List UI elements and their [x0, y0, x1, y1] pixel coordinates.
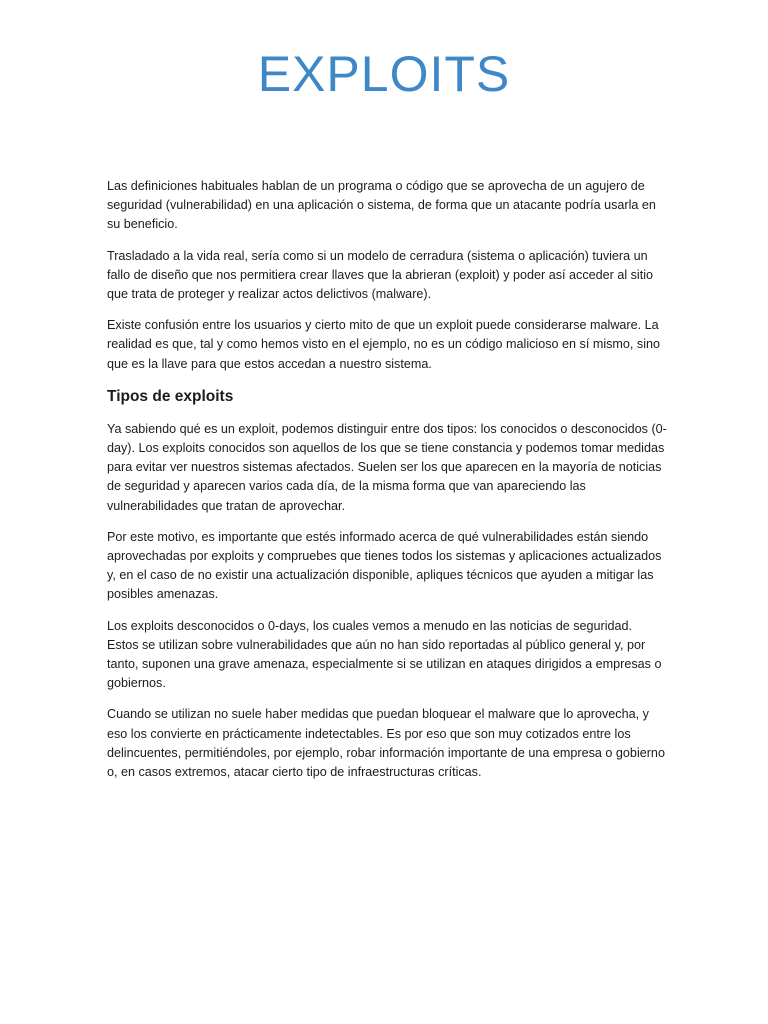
intro-paragraph-2: Trasladado a la vida real, sería como si un modelo de cerradura (sistema o aplicación) tuviera un fallo de diseño que nos permitiera crear llaves que la abrieran (exploit) y poder así acceder al sitio que trata de proteger y realizar actos delictivos (malware).: [107, 248, 654, 302]
document-title: EXPLOITS: [257, 46, 511, 102]
intro-paragraph-3: Existe confusión entre los usuarios y cierto mito de que un exploit puede considerarse malware. La realidad es que, tal y como hemos visto en el ejemplo, no es un código malicioso en sí mismo, sino que es la llave para que estos accedan a nuestro sistema.: [107, 318, 661, 371]
section-paragraph-4: Cuando se utilizan no suele haber medidas que puedan bloquear el malware que lo aprovecha, y eso los convierte en prácticamente indetectables. Es por eso que son muy cotizados entre los delincuentes, permitiéndoles, por ejemplo, robar información importante de una empresa o gobierno o, en casos extremos, atacar cierto tipo de infraestructuras críticas.: [107, 707, 665, 780]
section-paragraph-1: Ya sabiendo qué es un exploit, podemos distinguir entre dos tipos: los conocidos o desconocidos (0-day). Los exploits conocidos son aquellos de los que se tiene constancia y podemos tomar medidas para evitar ver nuestros sistemas afectados. Suelen ser los que aparecen en la mayoría de noticias de seguridad y aparecen varios cada día, de la misma forma que van apareciendo las vulnerabilidades que tratan de aprovechar.: [107, 421, 667, 513]
section-paragraph-3: Los exploits desconocidos o 0-days, los cuales vemos a menudo en las noticias de seguridad. Estos se utilizan sobre vulnerabilidades que aún no han sido reportadas al público general y, por tanto, suponen una grave amenaza, especialmente si se utilizan en ataques dirigidos a empresas o gobiernos.: [107, 618, 662, 691]
intro-paragraph-1: Las definiciones habituales hablan de un programa o código que se aprovecha de un agujero de seguridad (vulnerabilidad) en una aplicación o sistema, de forma que un atacante podría usarla en su beneficio.: [107, 179, 656, 232]
section-paragraph-2: Por este motivo, es importante que estés informado acerca de qué vulnerabilidades están siendo aprovechadas por exploits y compruebes que tienes todos los sistemas y aplicaciones actualizados y, en el caso de no existir una actualización disponible, apliques técnicos que ayuden a mitigar las posibles amenazas.: [107, 529, 662, 602]
section-heading: Tipos de exploits: [107, 387, 234, 405]
document-body: [107, 177, 667, 794]
